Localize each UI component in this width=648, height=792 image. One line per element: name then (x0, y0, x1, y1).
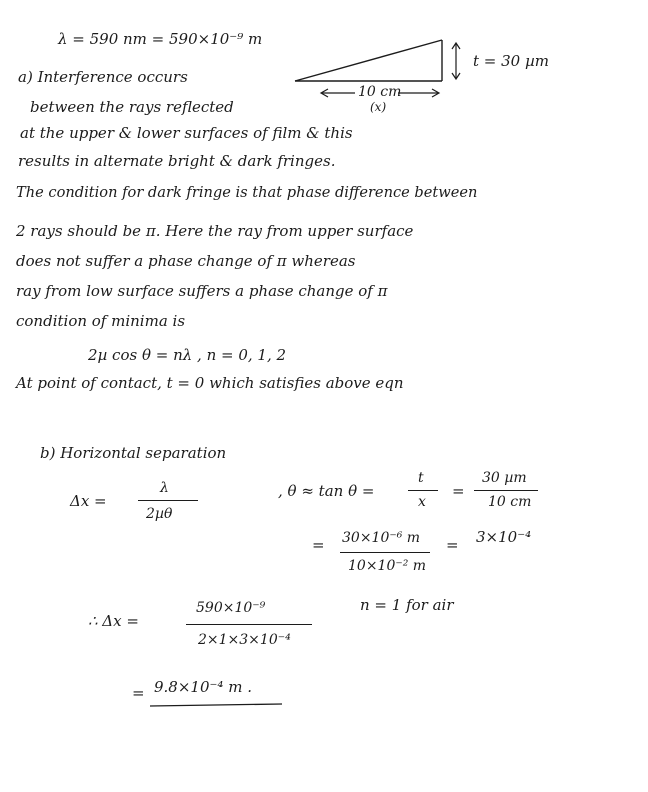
delta-x-fraction-bar (138, 500, 198, 501)
values-bar (340, 552, 430, 553)
result-equals: = (132, 684, 145, 702)
calc-numerator: 590×10⁻⁹ (196, 600, 266, 616)
delta-x-numerator: λ (160, 480, 169, 496)
calc-denominator: 2×1×3×10⁻⁴ (198, 632, 291, 648)
equals-3: = (446, 536, 459, 554)
part-a-line-2: at the upper & lower surfaces of film & this (20, 124, 353, 142)
base-length-label: 10 cm (358, 84, 402, 100)
theta-approx-label: , θ ≈ tan θ = (278, 482, 375, 500)
calc-bar (186, 624, 312, 625)
base-variable-label: (x) (370, 100, 387, 114)
part-a-line-8: condition of minima is (16, 312, 186, 330)
part-a-line-5: 2 rays should be π. Here the ray from upper surface (16, 222, 414, 240)
equals-1: = (452, 482, 465, 500)
point-of-contact-text: At point of contact, t = 0 which satisfies above eqn (16, 374, 404, 392)
therefore-delta-x: ∴ Δx = (88, 612, 139, 630)
thickness-label: t = 30 µm (473, 52, 549, 70)
theta-value: 3×10⁻⁴ (476, 528, 532, 546)
ratio-numerator: 30 µm (482, 470, 527, 486)
values-denominator: 10×10⁻² m (348, 558, 427, 574)
part-a-line-1: between the rays reflected (30, 98, 234, 116)
t-over-x-denominator: x (418, 494, 426, 510)
delta-x-denominator: 2µθ (146, 506, 173, 522)
part-b-heading: b) Horizontal separation (40, 444, 227, 462)
delta-x-label: Δx = (70, 492, 107, 510)
part-a-line-7: ray from low surface suffers a phase change of π (16, 282, 388, 300)
ratio-denominator: 10 cm (488, 494, 532, 510)
wavelength-text: λ = 590 nm = 590×10⁻⁹ m (58, 30, 263, 48)
result-underline (150, 704, 282, 706)
t-over-x-bar (408, 490, 438, 491)
t-over-x-numerator: t (418, 470, 424, 486)
part-a-line-6: does not suffer a phase change of π whereas (16, 252, 356, 270)
part-a-line-4: The condition for dark fringe is that phase difference between (16, 184, 478, 201)
values-numerator: 30×10⁻⁶ m (342, 530, 421, 546)
ratio-bar (474, 490, 538, 491)
wedge-hypotenuse (295, 40, 442, 81)
part-a-line-3: results in alternate bright & dark fringes. (18, 152, 336, 170)
final-result: 9.8×10⁻⁴ m . (154, 678, 252, 696)
equals-2: = (312, 536, 325, 554)
minima-equation: 2µ cos θ = nλ , n = 0, 1, 2 (88, 346, 287, 364)
refractive-index-note: n = 1 for air (360, 596, 454, 614)
part-a-heading: a) Interference occurs (18, 68, 188, 86)
